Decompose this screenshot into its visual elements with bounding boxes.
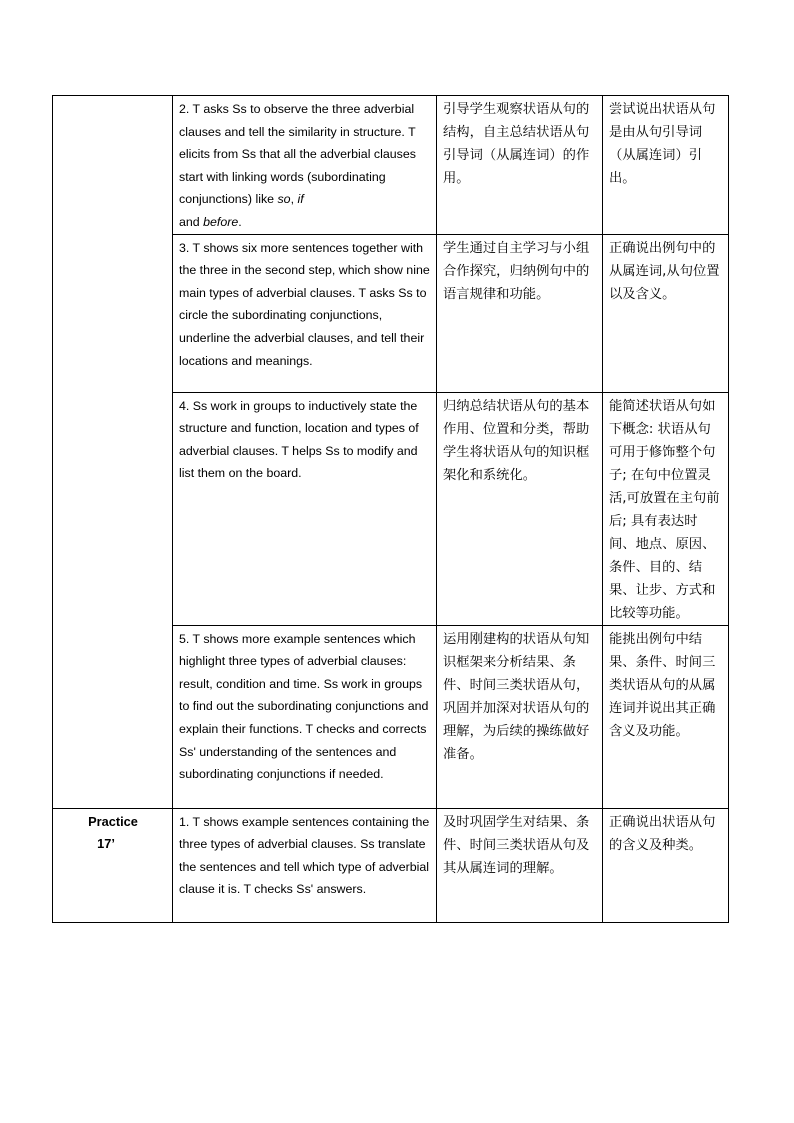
end-punctuation: . xyxy=(238,214,242,229)
design-purpose-cell: 及时巩固学生对结果、条件、时间三类状语从句及其从属连词的理解。 xyxy=(437,808,603,922)
design-purpose-cell: 归纳总结状语从句的基本作用、位置和分类，帮助学生将状语从句的知识框架化和系统化。 xyxy=(437,392,603,625)
separator-text: , xyxy=(290,192,298,207)
expected-effect-cell: 正确说出例句中的从属连词,从句位置以及含义。 xyxy=(603,234,729,392)
expected-effect-cell: 能挑出例句中结果、条件、时间三类状语从句的从属连词并说出其正确含义及功能。 xyxy=(603,625,729,808)
conjunction-if: if xyxy=(297,192,304,207)
stage-name: Practice xyxy=(88,813,138,829)
conjunction-before: before xyxy=(203,214,239,229)
stage-cell xyxy=(53,808,173,922)
teacher-activity-cell: 4. Ss work in groups to inductively state the structure and function, location and types of adverbial clauses. T helps Ss to modify and list them on the board. xyxy=(173,392,437,625)
design-purpose-cell: 运用刚建构的状语从句知识框架来分析结果、条件、时间三类状语从句，巩固并加深对状语从句的理解，为后续的操练做好准备。 xyxy=(437,625,603,808)
connector-text: and xyxy=(179,214,204,229)
expected-effect-cell: 能简述状语从句如下概念: 状语从句可用于修饰整个句子; 在句中位置灵活,可放置在主句前后; 具有表达时间、地点、原因、条件、目的、结果、让步、方式和比较等功能。 xyxy=(603,392,729,625)
teacher-activity-cell: 5. T shows more example sentences which highlight three types of adverbial clauses: result, condition and time. Ss work in groups to find out the subordinating conjunctions and explain their functions. T checks and corrects Ss' understanding of the sentences and subordinating conjunctions if needed. xyxy=(173,625,437,808)
conjunction-so: so xyxy=(277,192,291,207)
teacher-activity-cell: 3. T shows six more sentences together with the three in the second step, which show nine main types of adverbial clauses. T asks Ss to circle the subordinating conjunctions, underline the adverbial clauses, and tell their locations and meanings. xyxy=(173,234,437,392)
expected-effect-cell: 正确说出状语从句的含义及种类。 xyxy=(603,808,729,922)
lesson-plan-table xyxy=(52,95,729,923)
expected-effect-cell: 尝试说出状语从句是由从句引导词（从属连词）引出。 xyxy=(603,96,729,235)
design-purpose-cell: 引导学生观察状语从句的结构，自主总结状语从句引导词（从属连词）的作用。 xyxy=(437,96,603,235)
stage-duration: 17’ xyxy=(97,835,115,851)
design-purpose-cell: 学生通过自主学习与小组合作探究，归纳例句中的语言规律和功能。 xyxy=(437,234,603,392)
table-row xyxy=(53,96,729,235)
teacher-activity-text: 2. T asks Ss to observe the three adverbial clauses and tell the similarity in structure. T elicits from Ss that all the adverbial clauses start with linking words (subordinating conjunctions) like xyxy=(179,102,416,207)
teacher-activity-cell: 1. T shows example sentences containing the three types of adverbial clauses. Ss translate the sentences and tell which type of adverbial clause it is. T checks Ss' answers. xyxy=(173,808,437,922)
stage-cell-empty xyxy=(53,96,173,809)
table-row xyxy=(53,808,729,922)
teacher-activity-cell xyxy=(173,96,437,235)
